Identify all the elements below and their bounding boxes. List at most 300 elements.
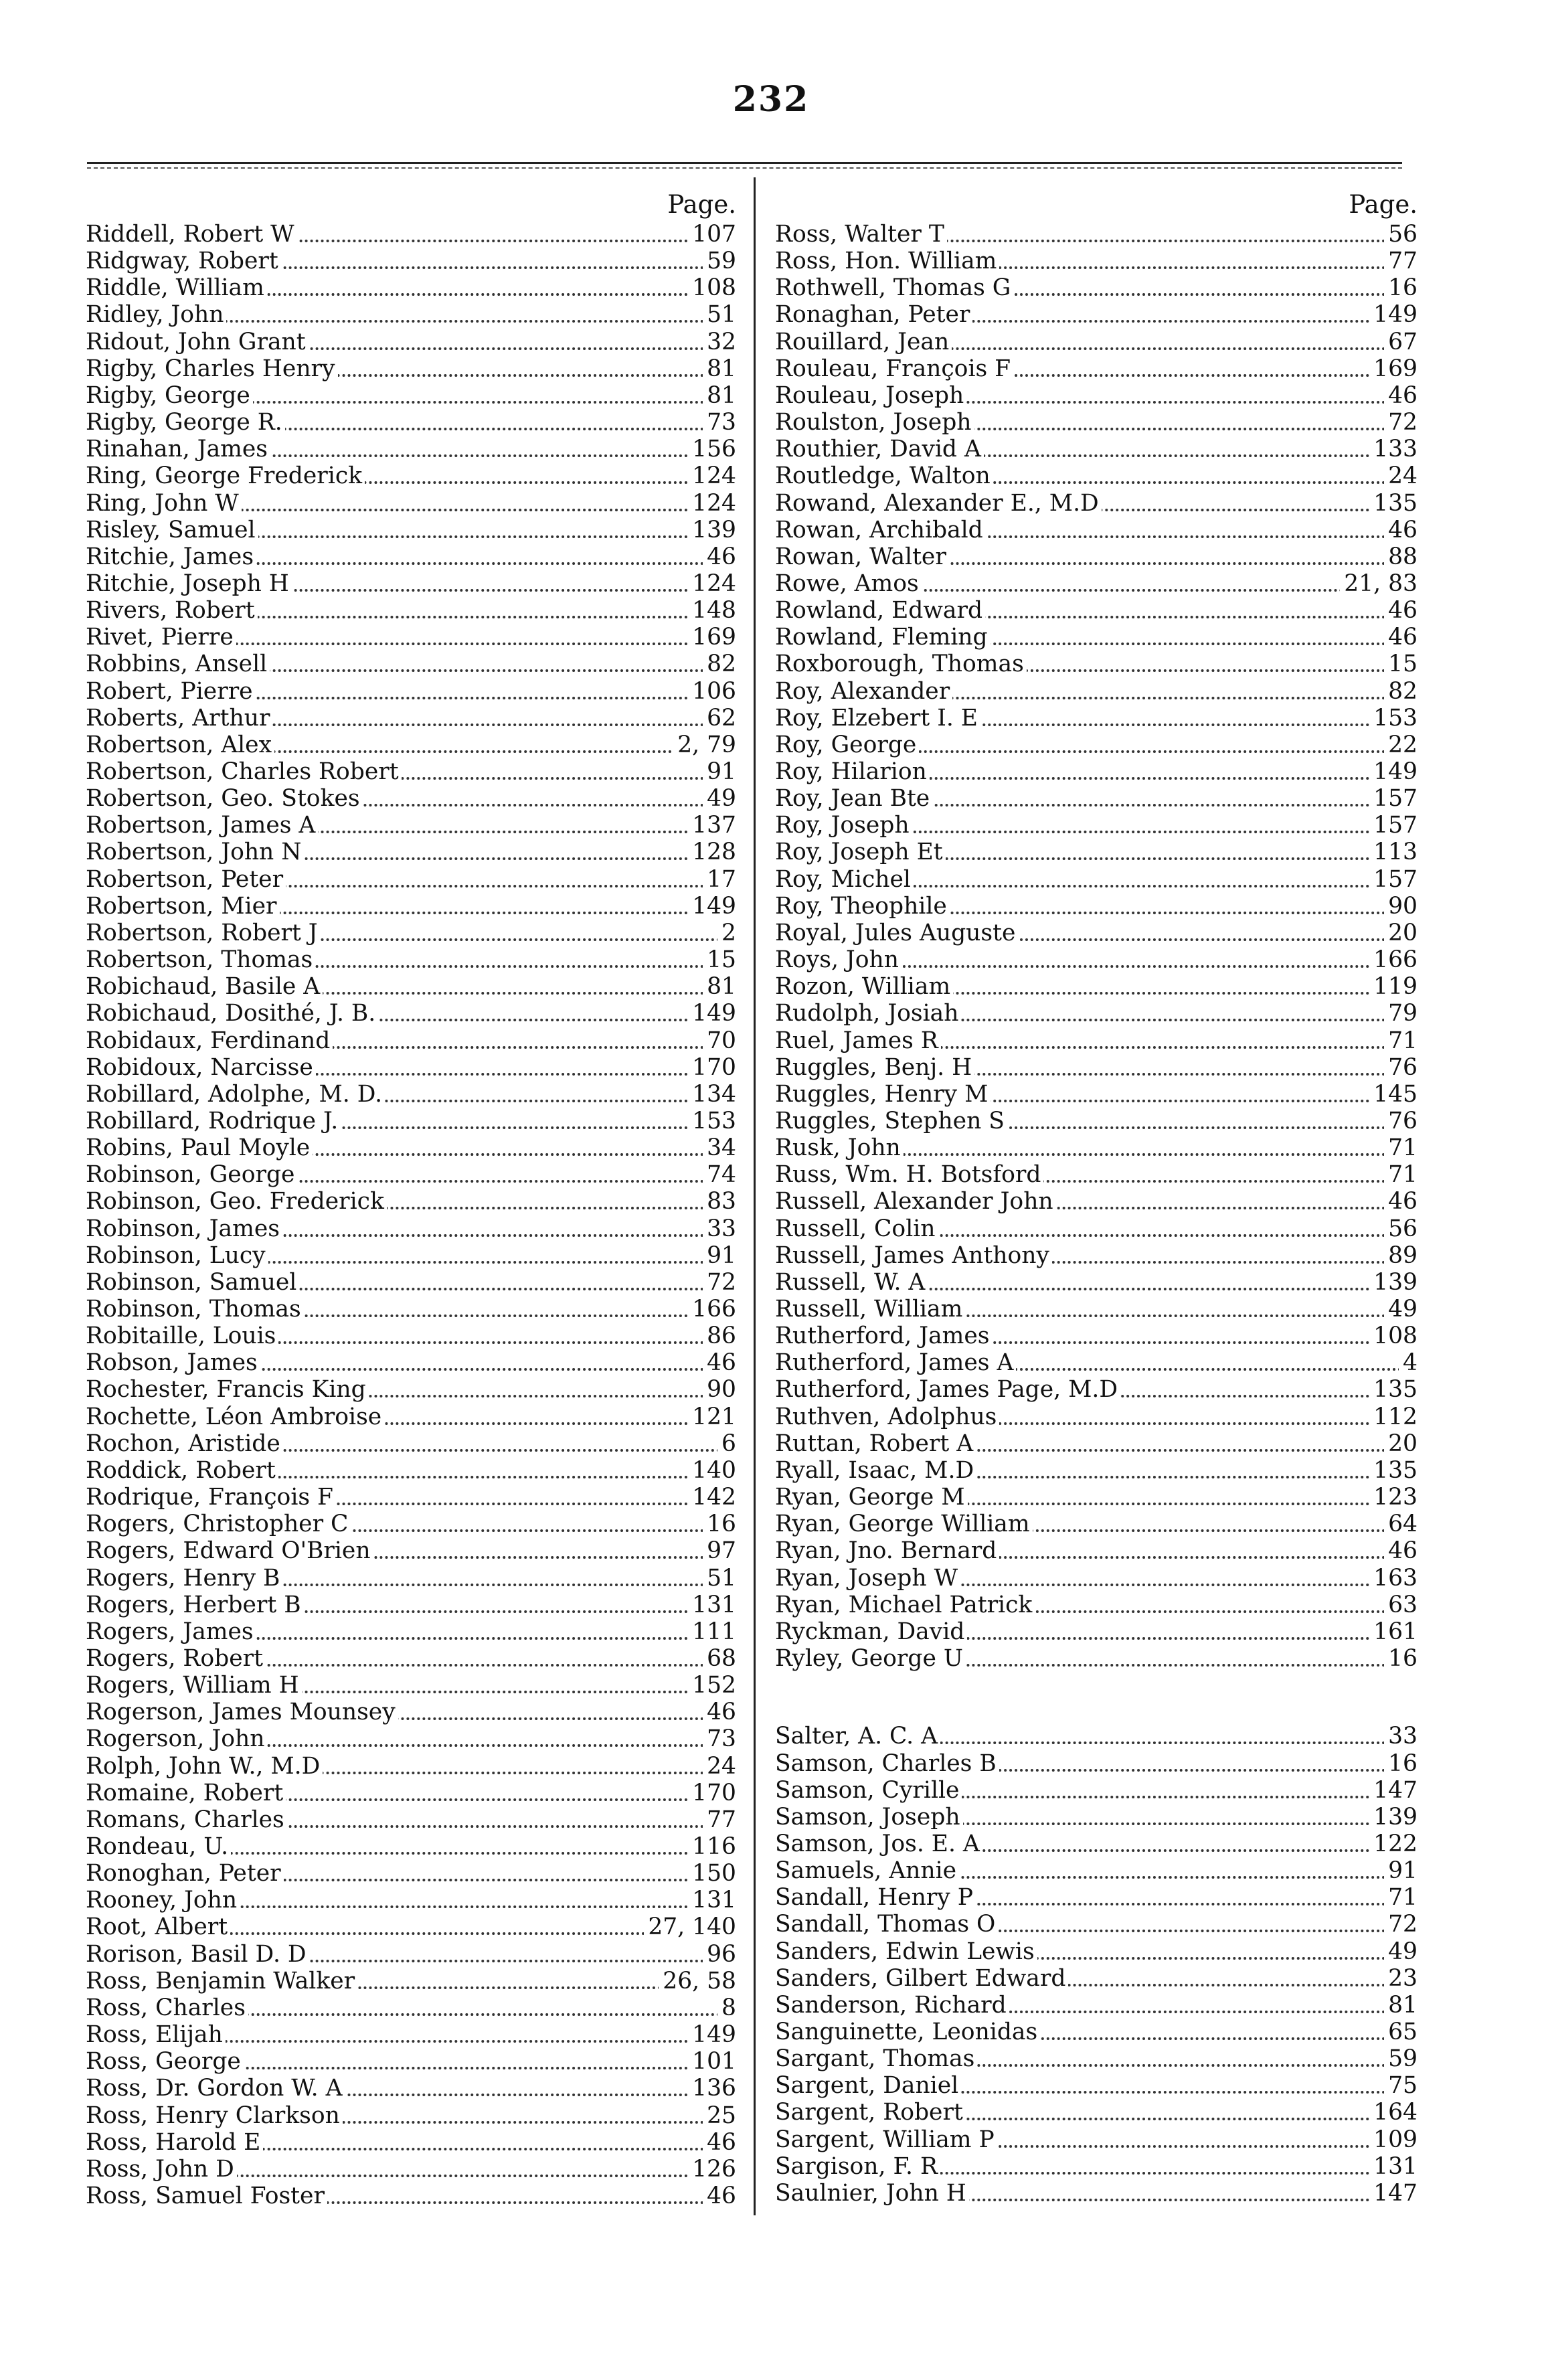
- entry-name: Robson, James: [86, 1349, 260, 1376]
- entry-name: Ross, Dr. Gordon W. A: [86, 2075, 345, 2102]
- entry-page: 149: [688, 2021, 736, 2048]
- entry-page: 24: [1384, 462, 1418, 489]
- index-entry: [775, 1349, 1418, 1376]
- index-entry: [775, 1965, 1418, 1992]
- entry-name: Sargent, Daniel: [775, 2072, 961, 2099]
- entry-name: Rogerson, James Mounsey: [86, 1699, 398, 1725]
- entry-page: 170: [688, 1054, 736, 1081]
- entry-page: 145: [1369, 1081, 1418, 1108]
- index-entry: [775, 1484, 1418, 1511]
- entry-page: 4: [1399, 1349, 1418, 1376]
- index-entry: [775, 1592, 1418, 1618]
- entry-name: Robinson, Lucy: [86, 1242, 268, 1269]
- entry-page: 15: [703, 946, 736, 973]
- index-entry: [86, 436, 736, 462]
- index-entry: [86, 1376, 736, 1403]
- index-entry: [775, 436, 1418, 462]
- index-entry: [775, 1081, 1418, 1108]
- entry-page: 49: [1384, 1296, 1418, 1323]
- index-entry: [775, 274, 1418, 301]
- entry-name: Roy, Michel: [775, 866, 914, 893]
- entry-page: 72: [1384, 409, 1418, 436]
- index-entry: [86, 1645, 736, 1672]
- index-entry: [86, 973, 736, 1000]
- index-entry: [775, 355, 1418, 382]
- entry-name: Robidaux, Ferdinand: [86, 1027, 333, 1054]
- index-entry: [775, 920, 1418, 946]
- index-entry: [86, 732, 736, 758]
- index-entry: [775, 1134, 1418, 1161]
- entry-name: Robertson, Alex: [86, 732, 274, 758]
- entry-page: 91: [1384, 1857, 1418, 1884]
- entry-name: Sanders, Edwin Lewis: [775, 1938, 1037, 1965]
- index-entry: [775, 1831, 1418, 1857]
- index-entry: [775, 2019, 1418, 2045]
- index-entry: [86, 1161, 736, 1188]
- entry-page: 134: [688, 1081, 736, 1108]
- index-entry: [775, 382, 1418, 409]
- entry-name: Robertson, James A: [86, 812, 318, 839]
- index-entry: [86, 1027, 736, 1054]
- index-entry: [775, 946, 1418, 973]
- entry-name: Rogers, Herbert B: [86, 1592, 304, 1618]
- entry-name: Russ, Wm. H. Botsford: [775, 1161, 1043, 1188]
- index-entry: [86, 1349, 736, 1376]
- entry-name: Ridout, John Grant: [86, 329, 309, 355]
- entry-page: 119: [1369, 973, 1418, 1000]
- entry-name: Salter, A. C. A: [775, 1723, 940, 1750]
- index-entry: [86, 678, 736, 705]
- entry-name: Ritchie, Joseph H: [86, 570, 292, 597]
- column-divider: [754, 177, 756, 2215]
- index-entry: [775, 839, 1418, 865]
- entry-page: 140: [688, 1457, 736, 1484]
- index-entry: [775, 893, 1418, 920]
- entry-name: Robertson, Thomas: [86, 946, 315, 973]
- entry-name: Ross, Elijah: [86, 2021, 226, 2048]
- index-entry: [86, 651, 736, 677]
- entry-name: Sanders, Gilbert Edward: [775, 1965, 1068, 1992]
- index-entry: [86, 1565, 736, 1592]
- entry-name: Rigby, George R.: [86, 409, 285, 436]
- entry-page: 51: [703, 1565, 736, 1592]
- entry-name: Routhier, David A: [775, 436, 984, 462]
- entry-name: Roulston, Joseph: [775, 409, 974, 436]
- entry-page: 71: [1384, 1027, 1418, 1054]
- entry-name: Ridley, John: [86, 301, 226, 328]
- entry-name: Rochette, Léon Ambroise: [86, 1404, 384, 1430]
- index-entry: [86, 758, 736, 785]
- entry-page: 135: [1369, 1376, 1418, 1403]
- entry-page: 139: [1369, 1804, 1418, 1831]
- entry-page: 16: [1384, 274, 1418, 301]
- entry-name: Rooney, John: [86, 1887, 240, 1914]
- entry-page: 157: [1369, 866, 1418, 893]
- entry-page: 131: [1369, 2153, 1418, 2180]
- index-entry: [775, 1296, 1418, 1323]
- index-entry: [775, 1188, 1418, 1215]
- index-entry: [86, 462, 736, 489]
- entry-name: Ross, Benjamin Walker: [86, 1968, 357, 1994]
- index-entry: [775, 1161, 1418, 1188]
- entry-name: Rogers, William H: [86, 1672, 302, 1699]
- entry-name: Robichaud, Dosithé, J. B.: [86, 1000, 378, 1027]
- index-entry: [86, 517, 736, 543]
- entry-name: Robillard, Rodrique J.: [86, 1108, 341, 1134]
- entry-page: 89: [1384, 1242, 1418, 1269]
- index-entry: [86, 2048, 736, 2075]
- index-entry: [86, 785, 736, 812]
- entry-name: Routledge, Walton: [775, 462, 993, 489]
- entry-page: 149: [1369, 758, 1418, 785]
- entry-page: 112: [1369, 1404, 1418, 1430]
- entry-page: 124: [688, 462, 736, 489]
- entry-page: 170: [688, 1780, 736, 1806]
- entry-name: Rivet, Pierre: [86, 624, 236, 651]
- entry-page: 20: [1384, 920, 1418, 946]
- entry-page: 56: [1384, 221, 1418, 248]
- index-entry: [86, 1968, 736, 1994]
- entry-page: 22: [1384, 732, 1418, 758]
- entry-page: 149: [1369, 301, 1418, 328]
- index-entry: [86, 1457, 736, 1484]
- entry-page: 133: [1369, 436, 1418, 462]
- index-entry: [86, 2021, 736, 2048]
- entry-page: 46: [703, 543, 736, 570]
- entry-name: Sandall, Henry P: [775, 1884, 976, 1911]
- entry-name: Rutherford, James Page, M.D: [775, 1376, 1120, 1403]
- entry-name: Riddell, Robert W: [86, 221, 297, 248]
- entry-name: Ross, George: [86, 2048, 244, 2075]
- entry-name: Ruggles, Benj. H: [775, 1054, 974, 1081]
- entry-name: Ryan, Michael Patrick: [775, 1592, 1035, 1618]
- entry-page: 46: [1384, 517, 1418, 543]
- entry-page: 68: [703, 1645, 736, 1672]
- index-entry: [86, 1134, 736, 1161]
- entry-name: Rivers, Robert: [86, 597, 258, 624]
- entry-name: Robinson, James: [86, 1215, 282, 1242]
- index-entry: [775, 1777, 1418, 1804]
- entry-page: 27, 140: [644, 1914, 736, 1940]
- index-entry: [775, 543, 1418, 570]
- index-entry: [86, 1672, 736, 1699]
- entry-name: Rolph, John W., M.D: [86, 1753, 323, 1780]
- index-entry: [86, 1484, 736, 1511]
- entry-name: Rochester, Francis King: [86, 1376, 369, 1403]
- entry-name: Rothwell, Thomas G: [775, 274, 1013, 301]
- top-rule-secondary: [87, 167, 1402, 169]
- index-entry: [86, 1860, 736, 1887]
- entry-page: 152: [688, 1672, 736, 1699]
- index-entry: [86, 1780, 736, 1806]
- index-entry: [86, 2156, 736, 2183]
- index-entry: [775, 973, 1418, 1000]
- index-entry: [775, 1565, 1418, 1592]
- entry-name: Sanguinette, Leonidas: [775, 2019, 1040, 2045]
- entry-name: Ruttan, Robert A: [775, 1430, 976, 1457]
- index-entry: [775, 705, 1418, 732]
- index-entry: [86, 1725, 736, 1752]
- entry-name: Robertson, John N: [86, 839, 304, 865]
- entry-page: 82: [1384, 678, 1418, 705]
- index-entry: [86, 355, 736, 382]
- entry-name: Roy, Theophile: [775, 893, 950, 920]
- entry-name: Ryan, Joseph W: [775, 1565, 960, 1592]
- entry-name: Ruggles, Henry M: [775, 1081, 991, 1108]
- entry-page: 46: [1384, 382, 1418, 409]
- entry-name: Roy, Jean Bte: [775, 785, 932, 812]
- entry-page: 81: [1384, 1992, 1418, 2019]
- entry-page: 137: [688, 812, 736, 839]
- index-entry: [775, 624, 1418, 651]
- index-entry: [775, 1404, 1418, 1430]
- entry-name: Ritchie, James: [86, 543, 256, 570]
- entry-page: 46: [703, 2183, 736, 2209]
- entry-name: Ryan, George William: [775, 1511, 1033, 1537]
- index-entry: [86, 1887, 736, 1914]
- index-entry: [775, 2072, 1418, 2099]
- entry-name: Roddick, Robert: [86, 1457, 278, 1484]
- index-entry: [86, 1537, 736, 1564]
- entry-page: 81: [703, 382, 736, 409]
- entry-page: 113: [1369, 839, 1418, 865]
- entry-page: 76: [1384, 1108, 1418, 1134]
- entry-name: Ruggles, Stephen S: [775, 1108, 1007, 1134]
- index-entry: [775, 517, 1418, 543]
- entry-page: 149: [688, 1000, 736, 1027]
- entry-page: 76: [1384, 1054, 1418, 1081]
- entry-name: Rinahan, James: [86, 436, 270, 462]
- index-entry: [86, 2102, 736, 2129]
- entry-page: 124: [688, 570, 736, 597]
- entry-name: Rutherford, James A: [775, 1349, 1016, 1376]
- index-entry: [86, 2129, 736, 2156]
- index-entry: [86, 1108, 736, 1134]
- index-entry: [86, 1404, 736, 1430]
- right-page-header: Page.: [1349, 190, 1418, 219]
- entry-name: Samson, Joseph: [775, 1804, 963, 1831]
- entry-name: Romans, Charles: [86, 1806, 287, 1833]
- entry-name: Rutherford, James: [775, 1323, 992, 1349]
- index-entry: [775, 301, 1418, 328]
- entry-name: Rowland, Edward: [775, 597, 985, 624]
- index-entry: [86, 1323, 736, 1349]
- entry-name: Roy, Hilarion: [775, 758, 930, 785]
- entry-page: 33: [703, 1215, 736, 1242]
- index-entry: [86, 1699, 736, 1725]
- entry-page: 121: [688, 1404, 736, 1430]
- entry-name: Rouillard, Jean: [775, 329, 952, 355]
- entry-page: 64: [1384, 1511, 1418, 1537]
- entry-page: 46: [1384, 597, 1418, 624]
- entry-page: 131: [688, 1592, 736, 1618]
- index-entry: [86, 1430, 736, 1457]
- entry-name: Rowan, Walter: [775, 543, 949, 570]
- entry-page: 153: [1369, 705, 1418, 732]
- entry-name: Ross, Walter T: [775, 221, 947, 248]
- entry-name: Ross, Samuel Foster: [86, 2183, 327, 2209]
- entry-page: 71: [1384, 1161, 1418, 1188]
- entry-name: Robillard, Adolphe, M. D.: [86, 1081, 385, 1108]
- entry-page: 21, 83: [1340, 570, 1418, 597]
- entry-page: 17: [703, 866, 736, 893]
- entry-name: Ross, Henry Clarkson: [86, 2102, 343, 2129]
- entry-name: Sandall, Thomas O: [775, 1911, 998, 1938]
- index-entry: [775, 651, 1418, 677]
- index-entry: [86, 1000, 736, 1027]
- index-entry: [86, 839, 736, 865]
- index-entry: [86, 893, 736, 920]
- entry-page: 56: [1384, 1215, 1418, 1242]
- entry-page: 135: [1369, 1457, 1418, 1484]
- entry-name: Russell, William: [775, 1296, 965, 1323]
- index-entry: [86, 2183, 736, 2209]
- index-entry: [775, 1215, 1418, 1242]
- entry-name: Roy, Elzebert I. E: [775, 705, 980, 732]
- entry-page: 72: [1384, 1911, 1418, 1938]
- entry-page: 136: [688, 2075, 736, 2102]
- entry-name: Roy, Joseph Et: [775, 839, 946, 865]
- entry-name: Robidoux, Narcisse: [86, 1054, 316, 1081]
- entry-name: Ring, George Frederick: [86, 462, 365, 489]
- entry-page: 124: [688, 490, 736, 517]
- entry-name: Roys, John: [775, 946, 902, 973]
- entry-page: 88: [1384, 543, 1418, 570]
- entry-page: 149: [688, 893, 736, 920]
- entry-page: 32: [703, 329, 736, 355]
- entry-name: Rondeau, U.: [86, 1833, 231, 1860]
- entry-name: Rogers, Edward O'Brien: [86, 1537, 373, 1564]
- index-entry: [86, 866, 736, 893]
- entry-name: Sargant, Thomas: [775, 2045, 977, 2072]
- index-entry: [775, 1723, 1418, 1750]
- entry-page: 46: [703, 1349, 736, 1376]
- entry-page: 73: [703, 409, 736, 436]
- entry-name: Rodrique, François F: [86, 1484, 336, 1511]
- entry-name: Saulnier, John H: [775, 2180, 969, 2207]
- entry-name: Robins, Paul Moyle: [86, 1134, 313, 1161]
- entry-name: Roy, Alexander: [775, 678, 952, 705]
- entry-page: 139: [688, 517, 736, 543]
- entry-page: 49: [703, 785, 736, 812]
- index-entry: [775, 1618, 1418, 1645]
- index-entry: [775, 785, 1418, 812]
- entry-page: 24: [703, 1753, 736, 1780]
- index-entry: [86, 543, 736, 570]
- entry-page: 83: [703, 1188, 736, 1215]
- entry-name: Rouleau, François F: [775, 355, 1013, 382]
- entry-name: Root, Albert: [86, 1914, 230, 1940]
- entry-page: 82: [703, 651, 736, 677]
- entry-name: Ryan, Jno. Bernard: [775, 1537, 999, 1564]
- entry-page: 26, 58: [659, 1968, 736, 1994]
- entry-page: 71: [1384, 1884, 1418, 1911]
- entry-page: 169: [1369, 355, 1418, 382]
- entry-page: 161: [1369, 1618, 1418, 1645]
- entry-page: 63: [1384, 1592, 1418, 1618]
- index-entry: [775, 1645, 1418, 1672]
- index-entry: [86, 1511, 736, 1537]
- entry-name: Russell, W. A: [775, 1269, 928, 1296]
- index-entry: [86, 1592, 736, 1618]
- entry-page: 128: [688, 839, 736, 865]
- entry-name: Rowe, Amos: [775, 570, 922, 597]
- entry-page: 126: [688, 2156, 736, 2183]
- entry-name: Robinson, George: [86, 1161, 297, 1188]
- entry-page: 97: [703, 1537, 736, 1564]
- page-number: 232: [732, 79, 810, 120]
- entry-name: Ruthven, Adolphus: [775, 1404, 999, 1430]
- entry-name: Samuels, Annie: [775, 1857, 959, 1884]
- entry-page: 72: [703, 1269, 736, 1296]
- index-entry: [86, 812, 736, 839]
- entry-page: 111: [688, 1618, 736, 1645]
- entry-name: Roy, Joseph: [775, 812, 912, 839]
- index-entry: [775, 1457, 1418, 1484]
- index-entry: [775, 1938, 1418, 1965]
- entry-page: 122: [1369, 1831, 1418, 1857]
- index-entry: [775, 2126, 1418, 2153]
- index-entry: [775, 409, 1418, 436]
- index-entry: [86, 221, 736, 248]
- entry-page: 81: [703, 355, 736, 382]
- index-entry: [86, 1081, 736, 1108]
- entry-name: Ryan, George M: [775, 1484, 968, 1511]
- index-entry: [775, 1027, 1418, 1054]
- entry-page: 163: [1369, 1565, 1418, 1592]
- index-entry: [86, 301, 736, 328]
- entry-page: 46: [1384, 624, 1418, 651]
- entry-page: 15: [1384, 651, 1418, 677]
- entry-page: 51: [703, 301, 736, 328]
- entry-page: 16: [1384, 1645, 1418, 1672]
- entry-name: Samson, Charles B: [775, 1750, 999, 1777]
- entry-page: 166: [688, 1296, 736, 1323]
- index-entry: [775, 1750, 1418, 1777]
- entry-name: Robertson, Mier: [86, 893, 280, 920]
- entry-name: Sargison, F. R: [775, 2153, 940, 2180]
- entry-name: Rorison, Basil D. D: [86, 1941, 309, 1968]
- index-entry: [775, 1857, 1418, 1884]
- entry-name: Rozon, William: [775, 973, 953, 1000]
- entry-page: 77: [703, 1806, 736, 1833]
- entry-page: 62: [703, 705, 736, 732]
- index-entry: [775, 570, 1418, 597]
- entry-name: Sargent, William P: [775, 2126, 997, 2153]
- entry-name: Robinson, Samuel: [86, 1269, 299, 1296]
- entry-name: Samson, Jos. E. A: [775, 1831, 982, 1857]
- entry-page: 135: [1369, 490, 1418, 517]
- entry-name: Rusk, John: [775, 1134, 904, 1161]
- index-entry: [86, 248, 736, 274]
- index-entry: [86, 2075, 736, 2102]
- index-entry: [86, 1833, 736, 1860]
- entry-page: 169: [688, 624, 736, 651]
- entry-name: Russell, James Anthony: [775, 1242, 1052, 1269]
- entry-page: 108: [688, 274, 736, 301]
- index-entry: [775, 758, 1418, 785]
- entry-page: 147: [1369, 2180, 1418, 2207]
- index-entry: [86, 624, 736, 651]
- entry-page: 6: [717, 1430, 736, 1457]
- entry-page: 123: [1369, 1484, 1418, 1511]
- entry-page: 81: [703, 973, 736, 1000]
- entry-page: 109: [1369, 2126, 1418, 2153]
- index-entry: [86, 946, 736, 973]
- index-entry: [86, 1914, 736, 1940]
- index-entry: [775, 1430, 1418, 1457]
- index-entry: [775, 329, 1418, 355]
